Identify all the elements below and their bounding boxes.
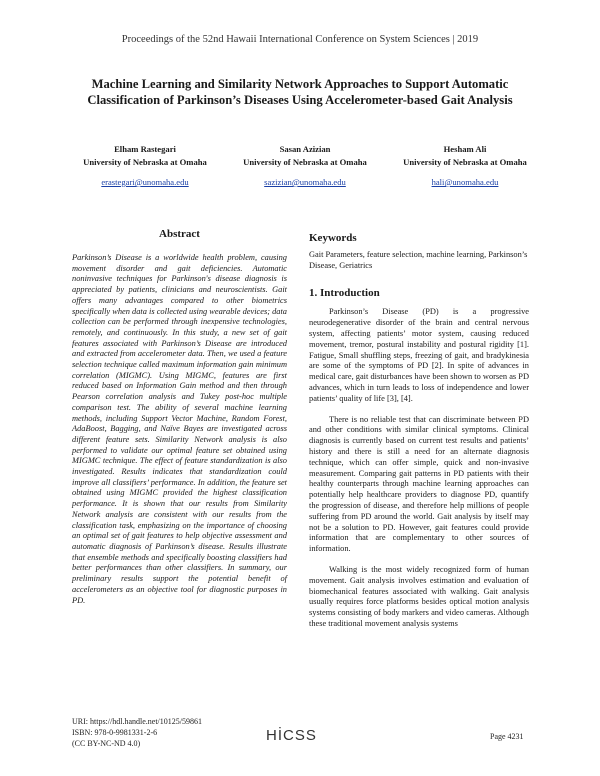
intro-paragraph-2: There is no reliable test that can discriminate between PD and other conditions with similar clinical symptoms. Clinical diagnosis is currently based on current test results and patients’ history and there is still a need for an alternate diagnosis technique, which can offer simple, quick and non-invasive measurement. Comparing gait patterns in PD patients with their healthy counterparts through machine learning approaches can potentially help healthcare providers to diagnose PD, quantify the progression of disease, and therefore help millions of people suffering from PD around the world. Gait analysis by itself may not be a solution to PD. However, gait features could provide information that are complementary to other sources of information. <box>309 414 529 554</box>
author-email-link[interactable]: sazizian@unomaha.edu <box>264 177 346 187</box>
author-email-link[interactable]: hali@unomaha.edu <box>431 177 499 187</box>
author-name: Elham Rastegari <box>114 144 176 154</box>
author-name: Sasan Azizian <box>279 144 331 154</box>
left-column <box>72 228 287 606</box>
author-email-link[interactable]: erastegari@unomaha.edu <box>101 177 189 187</box>
right-column <box>309 232 529 640</box>
proceedings-header: Proceedings of the 52nd Hawaii International Conference on System Sciences | 2019 <box>121 34 479 45</box>
author-3 <box>390 143 540 187</box>
footer-isbn: ISBN: 978-0-9981331-2-6 <box>72 728 158 737</box>
footer-uri[interactable]: URI: https://hdl.handle.net/10125/59861 <box>72 717 202 726</box>
intro-paragraph-1: Parkinson’s Disease (PD) is a progressive neurodegenerative disorder of the brain and central nervous system, affecting patients’ motor system, causing reduced movement, tremor, postural instability and postural rigidity [1]. Fatigue, Small shuffling steps, freezing of gait, and bradykinesia are some of the symptoms of PD [2]. In spite of advances in medical care, gait disturbances have been shown to worsen as PD advances, which in turn leads to loss of independence and lower patients’ quality of life [3], [4]. <box>309 307 529 403</box>
hicss-logo: HİCSS <box>266 727 317 744</box>
author-name: Hesham Ali <box>443 144 487 154</box>
author-affiliation: University of Nebraska at Omaha <box>403 157 527 167</box>
paper-title: Machine Learning and Similarity Network Approaches to Support Automatic Classification of Parkinson’s Diseases Using Accelerometer-based Gait Analysis <box>87 77 513 107</box>
author-affiliation: University of Nebraska at Omaha <box>243 157 367 167</box>
keywords-heading: Keywords <box>309 232 357 244</box>
abstract-text: Parkinson’s Disease is a worldwide health problem, causing movement disorder and gait deficiencies. Automatic noninvasive techniques for Parkinson's disease diagnosis is appreciated by patients, clinicians and neuroscientists. Gait offers many advantages compared to other biometrics specifically when data is collected using wearable devices; data collection can be performed through inexpensive technologies, remotely, and continuously. In this study, a new set of gait features associated with Parkinson’s Disease are introduced and extracted from accelerometer data. Then, we used a feature selection technique called maximum information gain minimum correlation (MIGMC). Using MIGMC, features are first reduced based on Information Gain method and then through Pearson correlation analysis and Tukey post-hoc multiple comparison test. The ability of several machine learning methods, including Support Vector Machine, Random Forest, AdaBoost, Bagging, and Naïve Bayes are investigated across different feature sets. Similarity Network analysis is also performed to validate our optimal feature set obtained using MIGMC technique. The effect of feature standardization is also investigated. Results indicates that standardization could improve all classifiers’ performance. In addition, the feature set obtained using MIGMC provided the highest classification performance. It is shown that our results from Similarity Network analysis are consistent with our results from the classification task, emphasizing on the importance of choosing an optimal set of gait features to help objective assessment and automatic diagnosis of Parkinson’s disease. Results illustrate that ensemble methods and specifically boosting classifiers had better performances than other classifiers. In summary, our preliminary results support the potential benefit of accelerometers as an objective tool for diagnostic purposes in PD. <box>72 253 287 605</box>
footer-license: (CC BY-NC-ND 4.0) <box>72 739 141 748</box>
intro-paragraph-3: Walking is the most widely recognized form of human movement. Gait analysis involves estimation and evaluation of biomechanical features associated with walking. Gait analysis usually requires force platforms besides optical motion analysis systems consisting of body markers and video cameras. Although these traditional movement analysis systems <box>309 564 529 628</box>
footer-info <box>72 716 202 749</box>
introduction-heading: 1. Introduction <box>309 287 380 300</box>
author-1 <box>70 143 220 187</box>
abstract-heading: Abstract <box>159 228 200 240</box>
keywords-text: Gait Parameters, feature selection, machine learning, Parkinson’s Disease, Geriatrics <box>309 250 528 270</box>
page-number: Page 4231 <box>490 732 524 741</box>
author-2 <box>230 143 380 187</box>
author-block <box>70 143 540 187</box>
author-affiliation: University of Nebraska at Omaha <box>83 157 207 167</box>
